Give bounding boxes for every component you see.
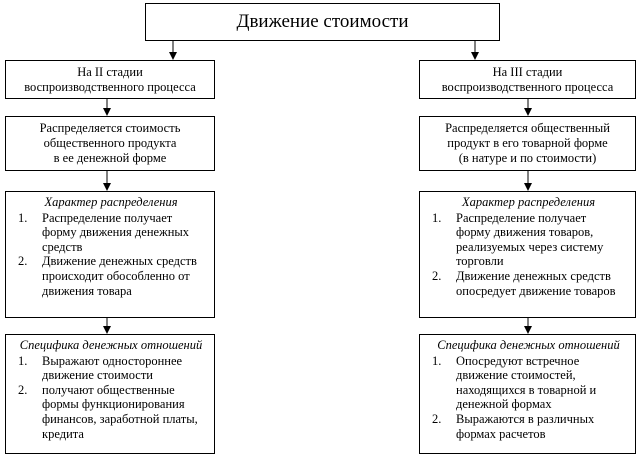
list-item: 2. Выражаются в различных формах расчетов [432,411,595,441]
list-item: 2. Движение денежных средств происходит обособленно от движения товара [18,254,197,298]
title-box [145,3,500,41]
left-description-text: Распределяется стоимость общественного продукта в ее денежной форме [39,121,181,165]
right-description-box [419,116,636,171]
right-description-text: Распределяется общественный продукт в его товарной форме (в натуре и по стоимости) [445,121,610,165]
right-stage-text: На III стадии воспроизводственного процесса [441,64,614,94]
list-item: 1. Распределение получает форму движения товаров, реализуемых через систему торговли [432,210,604,269]
left-stage-box [5,60,215,99]
left-specifics-heading: Специфика денежных отношений [19,338,203,352]
left-character-heading: Характер распределения [44,195,178,209]
list-item: 1. Распределение получает форму движения денежных средств [18,210,190,254]
list-item: 2. получают общественные формы функционирования финансов, заработной платы, кредита [18,382,198,441]
right-character-heading: Характер распределения [461,195,596,209]
diagram-title: Движение стоимости [236,11,409,32]
list-item: 1. Выражают одностороннее движение стоимости [18,353,183,383]
right-specifics-box [419,334,636,454]
right-specifics-heading: Специфика денежных отношений [437,338,620,352]
left-description-box [5,116,215,171]
right-character-box [419,191,636,318]
list-item: 1. Опосредуют встречное движение стоимостей, находящихся в товарной и денежной формах [432,353,597,412]
left-character-box [5,191,215,318]
list-item: 2. Движение денежных средств опосредует движение товаров [432,268,616,298]
left-specifics-box [5,334,215,454]
right-stage-box [419,60,636,99]
left-stage-text: На II стадии воспроизводственного процесса [24,64,196,94]
